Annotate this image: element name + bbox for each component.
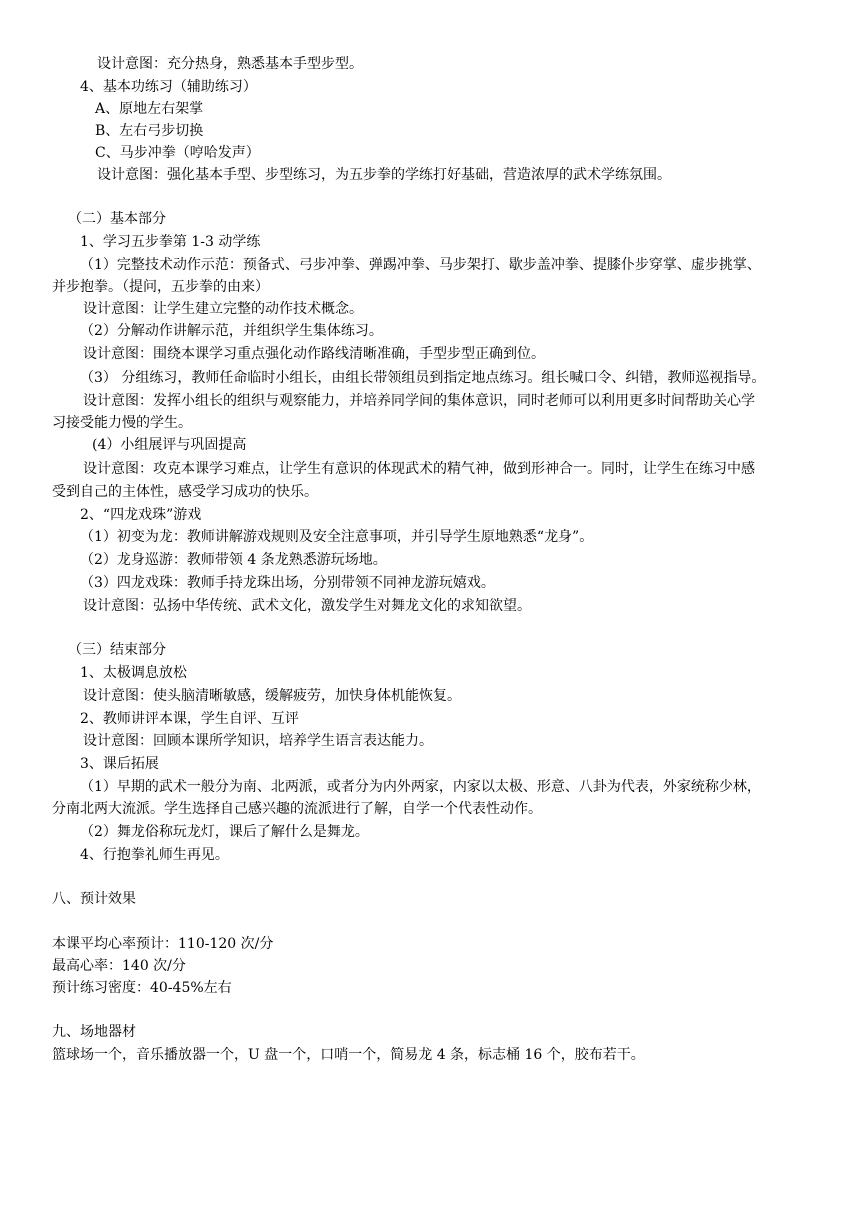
text-line: （2）分解动作讲解示范，并组织学生集体练习。 [80, 323, 383, 339]
text-line: （2）龙身巡游：教师带领 4 条龙熟悉游玩场地。 [80, 552, 387, 568]
text-line: （3）四龙戏珠：教师手持龙珠出场，分别带领不同神龙游玩嬉戏。 [80, 575, 495, 591]
text-line: 最高心率：140 次/分 [52, 958, 186, 974]
text-line: （2）舞龙俗称玩龙灯，课后了解什么是舞龙。 [80, 824, 369, 840]
subsection-heading: 2、“四龙戏珠”游戏 [80, 507, 202, 523]
text-line: 预计练习密度：40-45%左右 [52, 980, 232, 996]
text-line: 设计意图：回顾本课所学知识，培养学生语言表达能力。 [83, 733, 433, 749]
text-line: （3） 分组练习，教师任命临时小组长，由组长带领组员到指定地点练习。组长喊口令、纠错，教师巡视指导。 [80, 370, 766, 386]
subsection-heading: 2、教师讲评本课，学生自评、互评 [80, 711, 299, 727]
text-line: 受到自己的主体性，感受学习成功的快乐。 [52, 484, 318, 500]
list-item: B、左右弓步切换 [95, 123, 204, 139]
section-heading: 八、预计效果 [52, 891, 136, 907]
text-line: （1）早期的武术一般分为南、北两派，或者分为内外两家，内家以太极、形意、八卦为代表，外家统称少林， [80, 779, 761, 795]
text-line: 设计意图：充分热身，熟悉基本手型步型。 [97, 56, 363, 72]
section-heading: 九、场地器材 [52, 1024, 136, 1040]
text-line: （1）完整技术动作示范：预备式、弓步冲拳、弹踢冲拳、马步架打、歇步盖冲拳、提膝仆步穿掌、虚步挑掌、 [80, 257, 761, 273]
text-line: 设计意图：让学生建立完整的动作技术概念。 [83, 301, 363, 317]
subsection-heading: 3、课后拓展 [80, 756, 159, 772]
text-line: 习接受能力慢的学生。 [52, 415, 192, 431]
text-line: 设计意图：强化基本手型、步型练习，为五步拳的学练打好基础，营造浓厚的武术学练氛围。 [97, 167, 671, 183]
text-line: (4）小组展评与巩固提高 [92, 437, 247, 453]
list-item: C、马步冲拳（哼哈发声） [95, 145, 260, 161]
text-line: 设计意图：攻克本课学习难点，让学生有意识的体现武术的精气神，做到形神合一。同时，让学生在练习中感 [83, 461, 755, 477]
subsection-heading: 1、太极调息放松 [80, 665, 187, 681]
text-line: 篮球场一个，音乐播放器一个，U 盘一个，口哨一个，简易龙 4 条，标志桶 16 个，胶布若干。 [52, 1047, 645, 1063]
list-item: A、原地左右架掌 [95, 101, 204, 117]
text-line: 本课平均心率预计：110-120 次/分 [52, 936, 274, 952]
text-line: （1）初变为龙：教师讲解游戏规则及安全注意事项，并引导学生原地熟悉“龙身”。 [80, 529, 594, 545]
subsection-heading: 1、学习五步拳第 1-3 动学练 [80, 234, 261, 250]
text-line: 设计意图：弘扬中华传统、武术文化，激发学生对舞龙文化的求知欲望。 [83, 598, 531, 614]
section-heading: （二）基本部分 [68, 211, 166, 227]
text-line: 分南北两大流派。学生选择自己感兴趣的流派进行了解，自学一个代表性动作。 [52, 801, 542, 817]
text-line: 设计意图：使头脑清晰敏感，缓解疲劳，加快身体机能恢复。 [83, 688, 461, 704]
section-heading: （三）结束部分 [68, 642, 166, 658]
text-line: 设计意图：发挥小组长的组织与观察能力，并培养同学间的集体意识，同时老师可以利用更多时间帮助关心学 [83, 393, 755, 409]
text-line: 设计意图：围绕本课学习重点强化动作路线清晰准确，手型步型正确到位。 [83, 346, 545, 362]
text-line: 并步抱拳。（提问，五步拳的由来） [52, 279, 269, 295]
subsection-heading: 4、基本功练习（辅助练习） [80, 79, 257, 95]
subsection-heading: 4、行抱拳礼师生再见。 [80, 847, 229, 863]
